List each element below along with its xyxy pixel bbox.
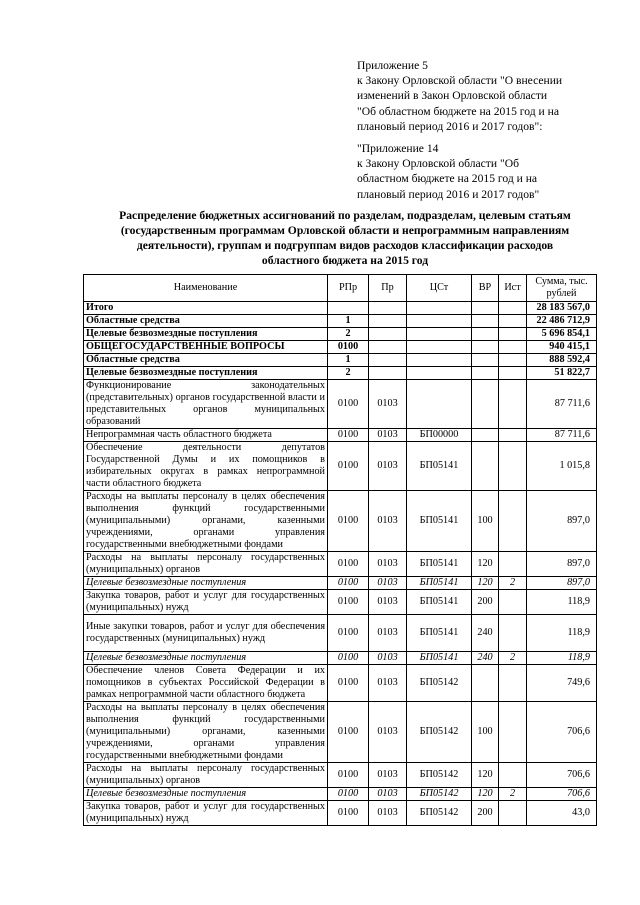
cell-name: Целевые безвозмездные поступления: [84, 577, 328, 590]
cell-rpr: [328, 302, 369, 315]
document-title: [80, 208, 610, 268]
table-row: [84, 328, 597, 341]
cell-pr: 0103: [369, 665, 407, 702]
cell-sum: 940 415,1: [527, 341, 597, 354]
cell-pr: 0103: [369, 491, 407, 552]
cell-ist: [499, 590, 527, 615]
cell-pr: 0103: [369, 615, 407, 652]
cell-pr: [369, 328, 407, 341]
cell-vr: [472, 341, 499, 354]
annex-14-line: "Приложение 14: [357, 142, 439, 155]
cell-cst: [407, 354, 472, 367]
cell-name: Целевые безвозмездные поступления: [84, 652, 328, 665]
cell-ist: [499, 302, 527, 315]
cell-rpr: 1: [328, 315, 369, 328]
table-row: [84, 491, 597, 552]
cell-vr: [472, 354, 499, 367]
cell-cst: БП05142: [407, 665, 472, 702]
cell-name: Итого: [84, 302, 328, 315]
table-body: [84, 302, 597, 826]
cell-pr: 0103: [369, 763, 407, 788]
table-row: [84, 442, 597, 491]
cell-vr: [472, 302, 499, 315]
cell-name: Расходы на выплаты персоналу государственных (муниципальных) органов: [84, 763, 328, 788]
cell-cst: [407, 341, 472, 354]
budget-allocation-table: [83, 274, 597, 826]
header-vr: ВР: [472, 275, 499, 302]
cell-pr: 0103: [369, 702, 407, 763]
cell-name: Обеспечение деятельности депутатов Государственной Думы и их помощников в избирательных округах в рамках непрограммной части областного бюджета: [84, 442, 328, 491]
cell-ist: [499, 702, 527, 763]
cell-cst: [407, 367, 472, 380]
cell-name: Областные средства: [84, 354, 328, 367]
cell-cst: БП05141: [407, 577, 472, 590]
cell-vr: 120: [472, 788, 499, 801]
cell-pr: 0103: [369, 590, 407, 615]
cell-ist: [499, 491, 527, 552]
cell-vr: [472, 429, 499, 442]
cell-rpr: 2: [328, 367, 369, 380]
table-row: [84, 429, 597, 442]
cell-name: Иные закупки товаров, работ и услуг для обеспечения государственных (муниципальных) нужд: [84, 615, 328, 652]
cell-ist: 2: [499, 577, 527, 590]
cell-ist: [499, 315, 527, 328]
table-row: [84, 367, 597, 380]
cell-rpr: 0100: [328, 788, 369, 801]
annex-14-line: областном бюджете на 2015 год и на: [357, 172, 538, 186]
cell-rpr: 0100: [328, 429, 369, 442]
cell-sum: 51 822,7: [527, 367, 597, 380]
annex-5-line: изменений в Закон Орловской области: [357, 89, 548, 103]
cell-vr: 100: [472, 491, 499, 552]
table-row: [84, 552, 597, 577]
cell-name: Областные средства: [84, 315, 328, 328]
cell-pr: 0103: [369, 442, 407, 491]
cell-cst: БП05142: [407, 801, 472, 826]
cell-pr: 0103: [369, 788, 407, 801]
cell-cst: БП00000: [407, 429, 472, 442]
cell-name: Целевые безвозмездные поступления: [84, 328, 328, 341]
cell-pr: [369, 341, 407, 354]
table-row: [84, 665, 597, 702]
header-ist: Ист: [499, 275, 527, 302]
cell-name: Расходы на выплаты персоналу в целях обеспечения выполнения функций государственными (муниципальными) органами, казенными учреждениями, органами управления государственными внебюджетными фондами: [84, 702, 328, 763]
cell-ist: [499, 552, 527, 577]
annex-5-line: Приложение 5: [357, 59, 428, 72]
cell-sum: 43,0: [527, 801, 597, 826]
table-row: [84, 354, 597, 367]
cell-cst: БП05141: [407, 552, 472, 577]
cell-vr: 120: [472, 763, 499, 788]
cell-ist: [499, 615, 527, 652]
cell-name: Расходы на выплаты персоналу в целях обеспечения выполнения функций государственными (муниципальными) органами, казенными учреждениями, органами управления государственными внебюджетными фондами: [84, 491, 328, 552]
cell-name: Целевые безвозмездные поступления: [84, 367, 328, 380]
cell-rpr: 0100: [328, 380, 369, 429]
cell-sum: 118,9: [527, 652, 597, 665]
cell-sum: 118,9: [527, 590, 597, 615]
table-row: [84, 577, 597, 590]
title-line: областного бюджета на 2015 год: [261, 254, 429, 267]
cell-ist: [499, 328, 527, 341]
cell-name: Обеспечение членов Совета Федерации и их помощников в субъектах Российской Федерации в рамках непрограммной части областного бюджета: [84, 665, 328, 702]
cell-ist: [499, 442, 527, 491]
cell-cst: [407, 328, 472, 341]
cell-vr: 240: [472, 615, 499, 652]
cell-sum: 87 711,6: [527, 380, 597, 429]
cell-rpr: 1: [328, 354, 369, 367]
table-row: [84, 763, 597, 788]
annex-5-line: плановый период 2016 и 2017 годов":: [357, 119, 543, 133]
header-cst: ЦСт: [407, 275, 472, 302]
header-rpr: РПр: [328, 275, 369, 302]
annex-5-line: к Закону Орловской области "О внесении: [357, 74, 563, 88]
title-line: (государственным программам Орловской области и непрограммным направлениям: [120, 224, 570, 237]
cell-pr: [369, 302, 407, 315]
cell-rpr: 0100: [328, 665, 369, 702]
cell-rpr: 0100: [328, 801, 369, 826]
cell-cst: БП05141: [407, 652, 472, 665]
cell-vr: [472, 665, 499, 702]
cell-pr: 0103: [369, 429, 407, 442]
cell-cst: БП05141: [407, 615, 472, 652]
cell-ist: 2: [499, 788, 527, 801]
cell-rpr: 0100: [328, 577, 369, 590]
cell-vr: [472, 442, 499, 491]
cell-name: Функционирование законодательных (представительных) органов государственной власти и представительных органов муниципальных образований: [84, 380, 328, 429]
cell-name: Расходы на выплаты персоналу государственных (муниципальных) органов: [84, 552, 328, 577]
header-sum: Сумма, тыс. рублей: [527, 275, 597, 302]
cell-ist: 2: [499, 652, 527, 665]
cell-cst: БП05142: [407, 702, 472, 763]
table-row: [84, 702, 597, 763]
cell-sum: 897,0: [527, 491, 597, 552]
cell-cst: БП05142: [407, 788, 472, 801]
cell-cst: БП05141: [407, 442, 472, 491]
table-row: [84, 652, 597, 665]
cell-sum: 706,6: [527, 702, 597, 763]
cell-rpr: 0100: [328, 615, 369, 652]
cell-cst: БП05142: [407, 763, 472, 788]
cell-vr: [472, 315, 499, 328]
cell-sum: 1 015,8: [527, 442, 597, 491]
cell-rpr: 2: [328, 328, 369, 341]
cell-vr: 200: [472, 590, 499, 615]
cell-pr: 0103: [369, 577, 407, 590]
cell-vr: 240: [472, 652, 499, 665]
cell-vr: 100: [472, 702, 499, 763]
cell-ist: [499, 341, 527, 354]
table-row: [84, 302, 597, 315]
cell-sum: 5 696 854,1: [527, 328, 597, 341]
cell-ist: [499, 367, 527, 380]
cell-name: Закупка товаров, работ и услуг для государственных (муниципальных) нужд: [84, 801, 328, 826]
cell-vr: 120: [472, 577, 499, 590]
title-line: деятельности), группам и подгруппам видов расходов классификации расходов: [136, 239, 554, 252]
annex-5-line: "Об областном бюджете на 2015 год и на: [357, 104, 559, 118]
table-row: [84, 615, 597, 652]
cell-sum: 749,6: [527, 665, 597, 702]
annex-5-header: [357, 58, 596, 134]
cell-rpr: 0100: [328, 552, 369, 577]
cell-name: Целевые безвозмездные поступления: [84, 788, 328, 801]
annex-14-line: к Закону Орловской области "Об: [357, 157, 519, 171]
cell-rpr: 0100: [328, 763, 369, 788]
cell-sum: 706,6: [527, 763, 597, 788]
title-line: Распределение бюджетных ассигнований по разделам, подразделам, целевым статьям: [119, 209, 571, 222]
cell-ist: [499, 429, 527, 442]
cell-sum: 897,0: [527, 552, 597, 577]
annex-14-line: плановый период 2016 и 2017 годов": [357, 187, 540, 201]
cell-ist: [499, 801, 527, 826]
cell-rpr: 0100: [328, 491, 369, 552]
cell-rpr: 0100: [328, 652, 369, 665]
cell-name: ОБЩЕГОСУДАРСТВЕННЫЕ ВОПРОСЫ: [84, 341, 328, 354]
header-pr: Пр: [369, 275, 407, 302]
cell-name: Непрограммная часть областного бюджета: [84, 429, 328, 442]
cell-cst: БП05141: [407, 590, 472, 615]
table-header-row: [84, 275, 597, 302]
cell-ist: [499, 665, 527, 702]
cell-ist: [499, 763, 527, 788]
cell-pr: 0103: [369, 552, 407, 577]
table-row: [84, 788, 597, 801]
cell-pr: 0103: [369, 380, 407, 429]
cell-sum: 87 711,6: [527, 429, 597, 442]
cell-cst: [407, 315, 472, 328]
cell-sum: 897,0: [527, 577, 597, 590]
cell-cst: БП05141: [407, 491, 472, 552]
cell-rpr: 0100: [328, 590, 369, 615]
cell-pr: 0103: [369, 801, 407, 826]
cell-ist: [499, 380, 527, 429]
table-row: [84, 380, 597, 429]
cell-ist: [499, 354, 527, 367]
cell-pr: [369, 367, 407, 380]
cell-pr: [369, 354, 407, 367]
cell-sum: 706,6: [527, 788, 597, 801]
annex-14-header: [357, 141, 596, 202]
table-row: [84, 801, 597, 826]
table-row: [84, 341, 597, 354]
header-name: Наименование: [84, 275, 328, 302]
cell-sum: 888 592,4: [527, 354, 597, 367]
cell-name: Закупка товаров, работ и услуг для государственных (муниципальных) нужд: [84, 590, 328, 615]
cell-cst: [407, 380, 472, 429]
cell-vr: 200: [472, 801, 499, 826]
table-row: [84, 590, 597, 615]
table-row: [84, 315, 597, 328]
cell-vr: [472, 367, 499, 380]
cell-sum: 118,9: [527, 615, 597, 652]
cell-vr: [472, 380, 499, 429]
cell-vr: [472, 328, 499, 341]
cell-rpr: 0100: [328, 442, 369, 491]
cell-vr: 120: [472, 552, 499, 577]
cell-rpr: 0100: [328, 341, 369, 354]
cell-sum: 28 183 567,0: [527, 302, 597, 315]
cell-pr: 0103: [369, 652, 407, 665]
cell-cst: [407, 302, 472, 315]
cell-pr: [369, 315, 407, 328]
cell-sum: 22 486 712,9: [527, 315, 597, 328]
cell-rpr: 0100: [328, 702, 369, 763]
